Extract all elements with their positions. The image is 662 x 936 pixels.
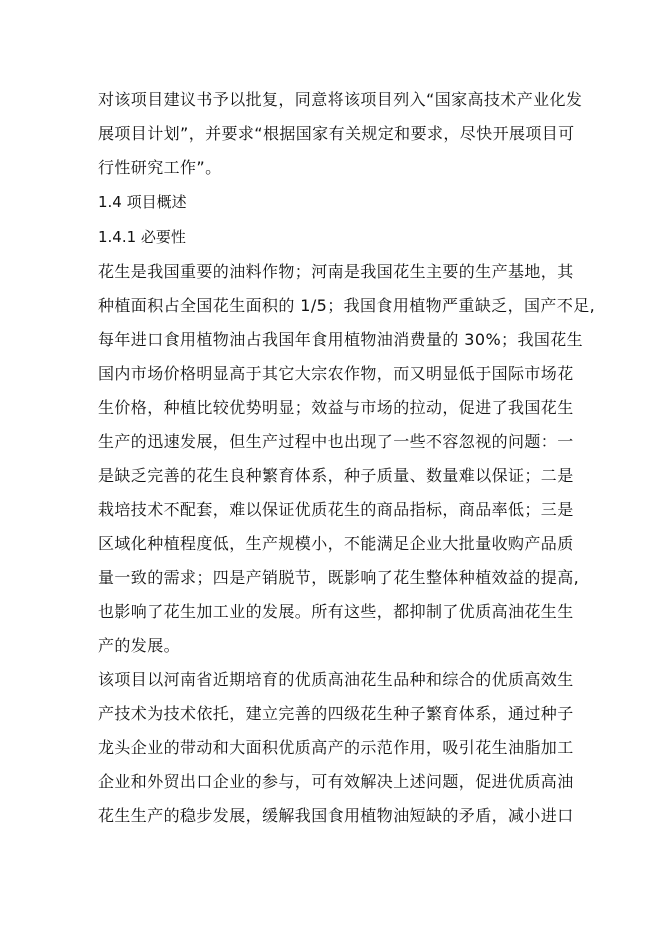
necessity-line-6: 生产的迅速发展，但生产过程中也出现了一些不容忽视的问题：一	[98, 432, 574, 451]
necessity-line-1: 花生是我国重要的油料作物；河南是我国花生主要的生产基地，其	[98, 262, 574, 281]
necessity-line-11: 也影响了花生加工业的发展。所有这些，都抑制了优质高油花生生	[98, 602, 574, 621]
intro-line-2: 展项目计划”，并要求“根据国家有关规定和要求，尽快开展项目可	[98, 124, 575, 143]
necessity-line-5: 生价格，种植比较优势明显；效益与市场的拉动，促进了我国花生	[98, 398, 574, 417]
necessity-line-7: 是缺乏完善的花生良种繁育体系，种子质量、数量难以保证；二是	[98, 466, 574, 485]
necessity-line-8: 栽培技术不配套，难以保证优质花生的商品指标，商品率低；三是	[98, 500, 574, 519]
necessity-line-10: 量一致的需求；四是产销脱节，既影响了花生整体种植效益的提高,	[98, 568, 580, 587]
necessity-line-2: 种植面积占全国花生面积的 1/5；我国食用植物严重缺乏，国产不足,	[98, 296, 596, 315]
necessity-line-3: 每年进口食用植物油占我国年食用植物油消费量的 30%；我国花生	[98, 330, 584, 349]
subsection-heading: 1.4.1 必要性	[98, 228, 186, 246]
necessity-line-4: 国内市场价格明显高于其它大宗农作物，而又明显低于国际市场花	[98, 364, 574, 383]
necessity-line-9: 区域化种植程度低，生产规模小，不能满足企业大批量收购产品质	[98, 534, 574, 553]
project-line-5: 花生生产的稳步发展，缓解我国食用植物油短缺的矛盾，减小进口	[98, 806, 574, 825]
section-heading: 1.4 项目概述	[98, 193, 187, 211]
intro-line-1: 对该项目建议书予以批复，同意将该项目列入“国家高技术产业化发	[98, 90, 583, 109]
intro-line-3: 行性研究工作”。	[98, 158, 222, 177]
project-line-1: 该项目以河南省近期培育的优质高油花生品种和综合的优质高效生	[98, 670, 574, 689]
project-line-3: 龙头企业的带动和大面积优质高产的示范作用，吸引花生油脂加工	[98, 738, 574, 757]
necessity-line-12: 产的发展。	[98, 636, 181, 655]
project-line-4: 企业和外贸出口企业的参与，可有效解决上述问题，促进优质高油	[98, 772, 574, 791]
project-line-2: 产技术为技术依托，建立完善的四级花生种子繁育体系，通过种子	[98, 704, 574, 723]
